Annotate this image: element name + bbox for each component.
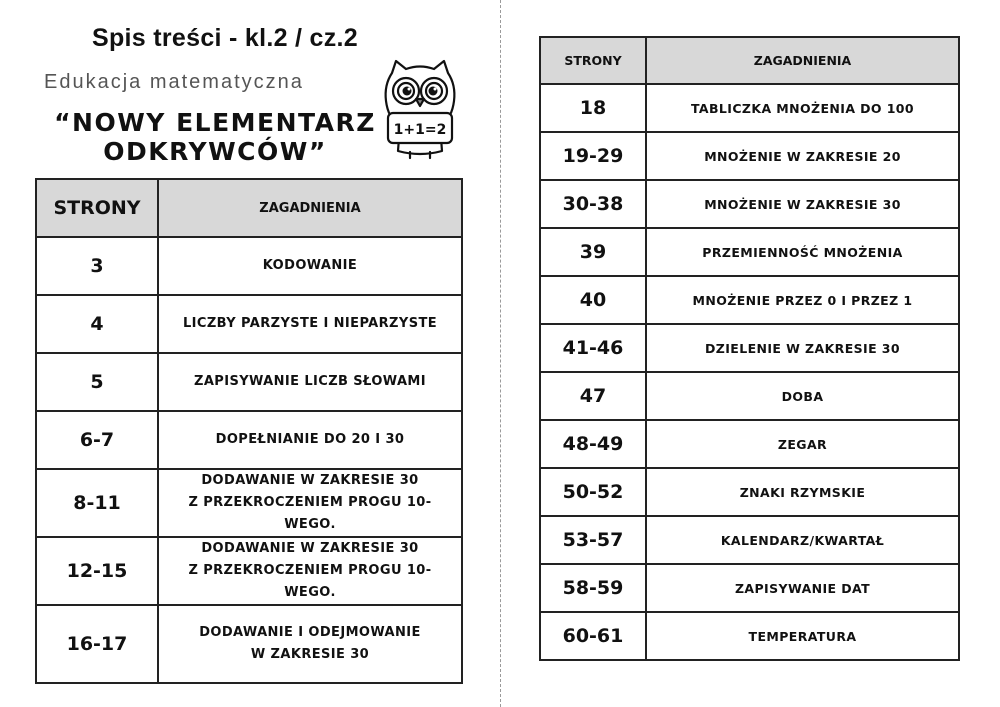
header-pages: STRONY xyxy=(540,37,646,84)
row-pages: 50-52 xyxy=(540,468,646,516)
table-row xyxy=(36,353,462,411)
table-row xyxy=(540,612,959,660)
toc-table-right xyxy=(539,36,960,661)
table-header-row xyxy=(36,179,462,237)
row-pages: 12-15 xyxy=(36,537,158,605)
row-topic xyxy=(158,469,462,537)
row-pages: 48-49 xyxy=(540,420,646,468)
row-pages: 5 xyxy=(36,353,158,411)
row-pages: 53-57 xyxy=(540,516,646,564)
table-row xyxy=(36,537,462,605)
table-row xyxy=(36,605,462,683)
table-row xyxy=(540,180,959,228)
row-topic-line-2: Z PRZEKROCZENIEM PROGU 10-WEGO. xyxy=(188,563,432,600)
row-topic-line-2: W ZAKRESIE 30 xyxy=(250,647,370,662)
row-topic: KODOWANIE xyxy=(158,237,462,295)
row-topic: MNOŻENIE PRZEZ 0 I PRZEZ 1 xyxy=(646,276,959,324)
table-row xyxy=(36,469,462,537)
row-topic: MNOŻENIE W ZAKRESIE 30 xyxy=(646,180,959,228)
toc-table-left xyxy=(35,178,463,684)
row-topic: TEMPERATURA xyxy=(646,612,959,660)
row-pages: 41-46 xyxy=(540,324,646,372)
book-title xyxy=(50,108,380,166)
row-topic: TABLICZKA MNOŻENIA DO 100 xyxy=(646,84,959,132)
table-row xyxy=(540,372,959,420)
row-topic: ZEGAR xyxy=(646,420,959,468)
header-topics: ZAGADNIENIA xyxy=(158,179,462,237)
owl-board-text: 1+1=2 xyxy=(393,122,447,138)
row-pages: 16-17 xyxy=(36,605,158,683)
row-topic xyxy=(158,537,462,605)
row-topic: PRZEMIENNOŚĆ MNOŻENIA xyxy=(646,228,959,276)
row-topic-line-1: DODAWANIE W ZAKRESIE 30 xyxy=(201,473,419,488)
row-topic: LICZBY PARZYSTE I NIEPARZYSTE xyxy=(158,295,462,353)
row-topic: DOBA xyxy=(646,372,959,420)
row-topic-line-1: DODAWANIE W ZAKRESIE 30 xyxy=(201,541,419,556)
row-topic: MNOŻENIE W ZAKRESIE 20 xyxy=(646,132,959,180)
page-title: Spis treści - kl.2 / cz.2 xyxy=(92,24,358,52)
table-row xyxy=(36,295,462,353)
table-row xyxy=(540,516,959,564)
row-pages: 19-29 xyxy=(540,132,646,180)
owl-icon xyxy=(380,55,460,160)
row-pages: 8-11 xyxy=(36,469,158,537)
row-topic: KALENDARZ/KWARTAŁ xyxy=(646,516,959,564)
row-pages: 6-7 xyxy=(36,411,158,469)
book-title-line-1: “NOWY ELEMENTARZ xyxy=(54,108,376,137)
table-row xyxy=(540,564,959,612)
row-topic: ZAPISYWANIE DAT xyxy=(646,564,959,612)
table-header-row xyxy=(540,37,959,84)
row-pages: 47 xyxy=(540,372,646,420)
row-topic: ZNAKI RZYMSKIE xyxy=(646,468,959,516)
row-pages: 40 xyxy=(540,276,646,324)
row-pages: 30-38 xyxy=(540,180,646,228)
row-pages: 18 xyxy=(540,84,646,132)
page-divider xyxy=(500,0,501,707)
row-topic: ZAPISYWANIE LICZB SŁOWAMI xyxy=(158,353,462,411)
table-row xyxy=(540,468,959,516)
subtitle: Edukacja matematyczna xyxy=(44,71,304,93)
table-row xyxy=(540,132,959,180)
table-row xyxy=(540,276,959,324)
row-pages: 58-59 xyxy=(540,564,646,612)
row-topic: DOPEŁNIANIE DO 20 I 30 xyxy=(158,411,462,469)
row-pages: 3 xyxy=(36,237,158,295)
row-pages: 4 xyxy=(36,295,158,353)
row-topic-line-1: DODAWANIE I ODEJMOWANIE xyxy=(199,625,421,640)
table-row xyxy=(36,237,462,295)
row-topic xyxy=(158,605,462,683)
table-row xyxy=(540,324,959,372)
book-title-line-2: ODKRYWCÓW” xyxy=(103,137,327,166)
table-row xyxy=(540,84,959,132)
header-pages: STRONY xyxy=(36,179,158,237)
table-row xyxy=(540,228,959,276)
row-topic-line-2: Z PRZEKROCZENIEM PROGU 10-WEGO. xyxy=(188,495,432,532)
table-row xyxy=(540,420,959,468)
table-row xyxy=(36,411,462,469)
row-pages: 39 xyxy=(540,228,646,276)
header-topics: ZAGADNIENIA xyxy=(646,37,959,84)
row-pages: 60-61 xyxy=(540,612,646,660)
row-topic: DZIELENIE W ZAKRESIE 30 xyxy=(646,324,959,372)
